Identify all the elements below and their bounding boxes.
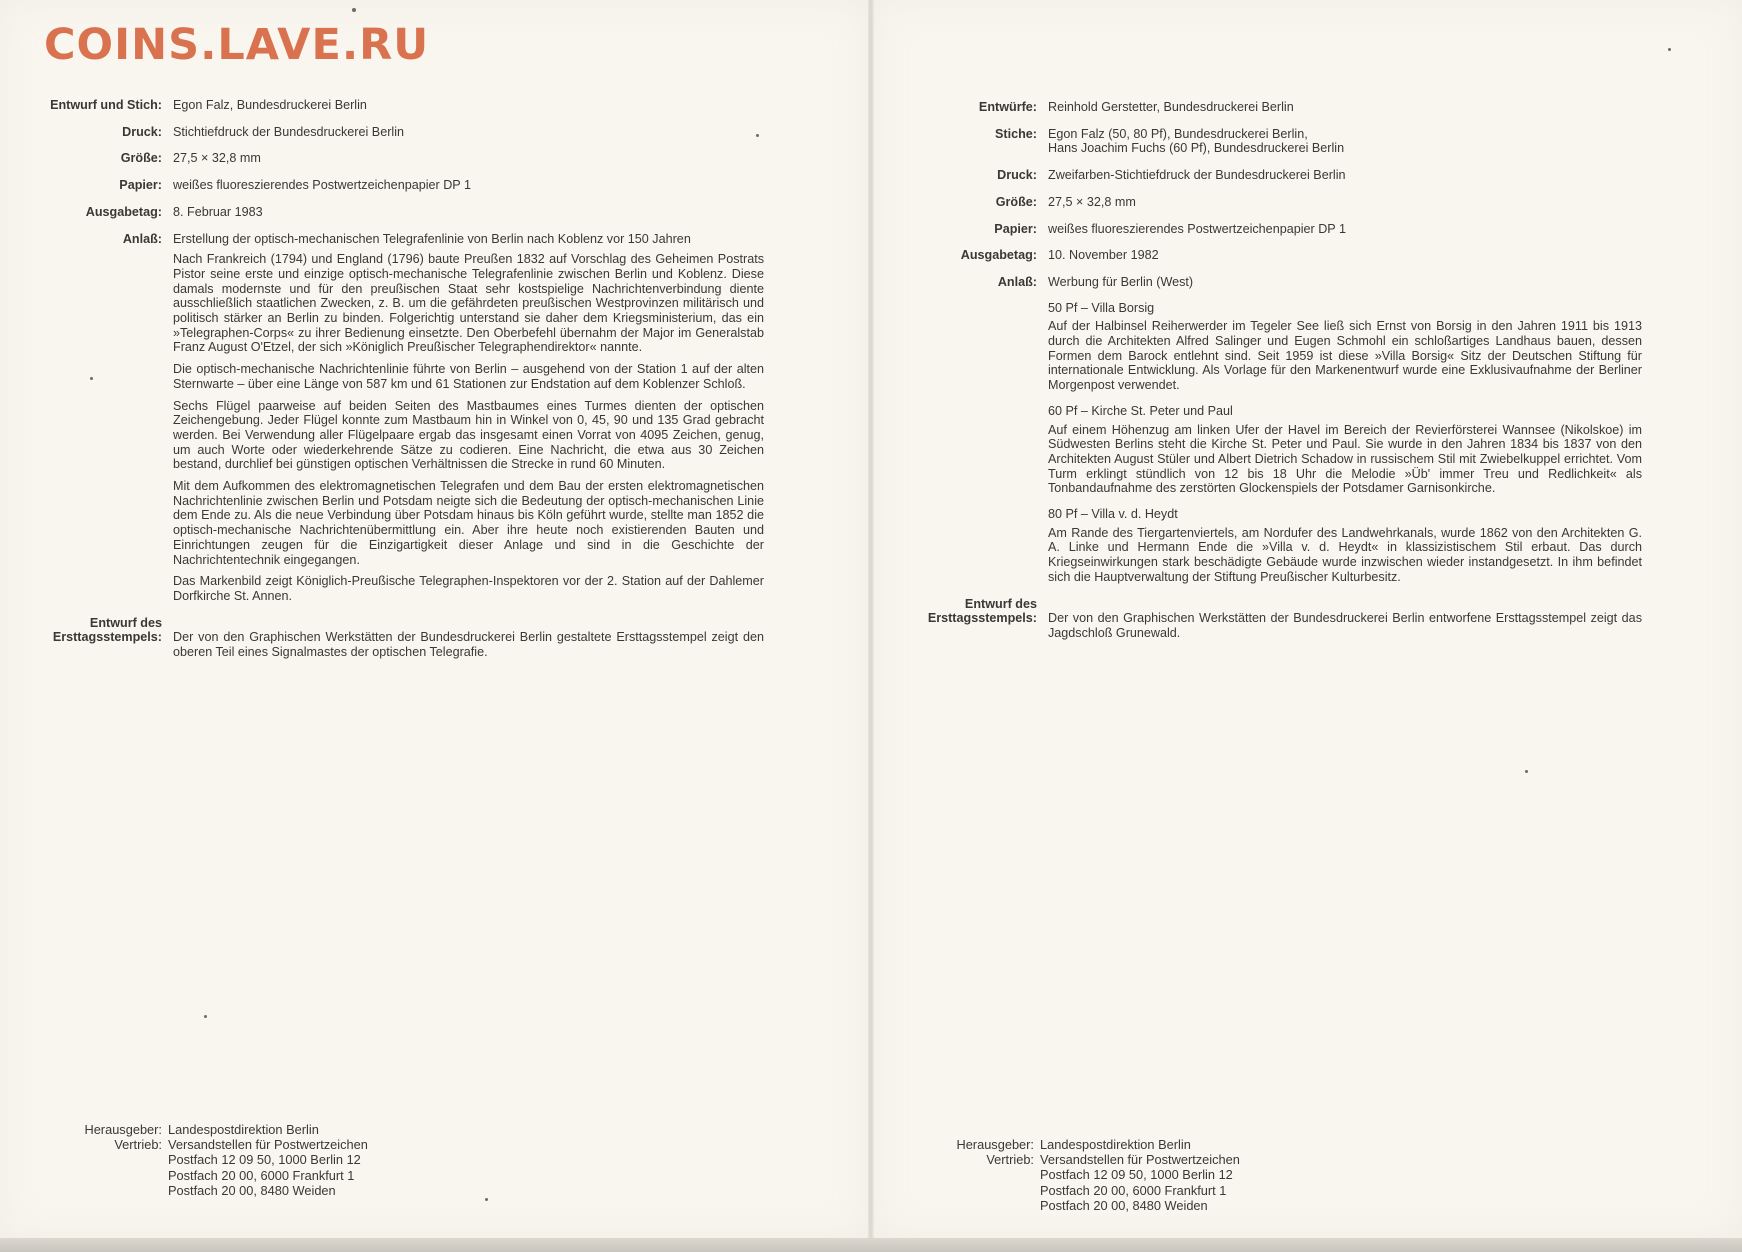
stamp-text: Auf einem Höhenzug am linken Ufer der Havel im Bereich der Revierförsterei Wannsee (Nikolskoe) im Südwesten Berlins steht die Kirche St. Peter und Paul. Sie wurde in den Jahren 1834 bis 1837 von den Architekten August Stüler und Albert Dietrich Schadow in russischem Stil mit Zwiebelkuppel errichtet. Vom Turm erklingt stündlich von 12 bis 18 Uhr die Melodie »Üb' immer Treu und Redlichkeit« als Tonbandaufnahme des zerstörten Glockenspiels der Potsdamer Garnisonkirche. — [1048, 422, 1642, 496]
anlass-label: Anlaß: — [122, 231, 162, 246]
stiche-row — [912, 127, 1642, 168]
herausgeber-label: Herausgeber: — [956, 1137, 1034, 1152]
stamp-heading: 60 Pf – Kirche St. Peter und Paul — [1048, 403, 1233, 418]
scan-speck — [1668, 48, 1671, 51]
herausgeber-value: Landespostdirektion Berlin — [168, 1122, 319, 1137]
anlass-label: Anlaß: — [997, 274, 1037, 289]
vertrieb-value — [1040, 1152, 1240, 1213]
row-value: 10. November 1982 — [1048, 248, 1159, 263]
row-label: Größe: — [995, 194, 1037, 209]
stempel-label-line: Entwurf des — [964, 596, 1037, 611]
stempel-value — [1048, 597, 1642, 653]
address-line: Versandstellen für Postwertzeichen — [1040, 1152, 1240, 1168]
stempel-label-line: Entwurf des — [89, 615, 162, 630]
stempel-label — [912, 597, 1048, 653]
scan-speck — [485, 1198, 488, 1201]
anlass-paragraph: Nach Frankreich (1794) und England (1796) baute Preußen 1832 auf Vorschlag des Geheimen Postrats Pistor seine erste und einzige optisch-mechanische Telegrafenlinie zwischen Berlin und Koblenz. Diese damals modernste und für den preußischen Staat sehr kostspielige Nachrichtenverbindung diente ausschließlich staatlichen Zwecken, z. B. um die gefährdeten preußischen Westprovinzen militärisch und politisch stärker an Berlin zu binden. Folgerichtig unterstand sie daher dem Kriegsministerium, das ein »Telegraphen-Corps« zu ihrer Bedienung einsetzte. Den Oberbefehl übernahm der Major im Generalstab Franz August O'Etzel, der sich »Königlich Preußischer Telegraphendirektor« nannte. — [173, 252, 764, 355]
right-info-table — [912, 100, 1642, 653]
stempel-row — [912, 597, 1642, 653]
row-label: Entwurf und Stich: — [50, 98, 162, 112]
stamp-text: Auf der Halbinsel Reiherwerder im Tegeler See ließ sich Ernst von Borsig in den Jahren 1911 bis 1913 durch die Architekten Alfred Salinger und Eugen Schmohl ein schloßartiges Landhaus bauen, dessen Formen dem Barock entlehnt sind. Seit 1959 ist diese »Villa Borsig« Sitz der Deutschen Stiftung für internationale Entwicklung. Als Vorlage für den Markenentwurf wurde eine Exklusivaufnahme der Berliner Morgenpost verwendet. — [1048, 319, 1642, 393]
row-label: Ausgabetag: — [85, 204, 162, 219]
row-label: Ausgabetag: — [960, 248, 1037, 263]
stempel-text: Der von den Graphischen Werkstätten der Bundesdruckerei Berlin entworfene Ersttagsstempel zeigt das Jagdschloß Grunewald. — [1048, 611, 1642, 640]
row-value: 27,5 × 32,8 mm — [1048, 194, 1136, 209]
info-row — [34, 125, 764, 152]
row-value — [1048, 127, 1642, 168]
anlass-title: Erstellung der optisch-mechanischen Telegrafenlinie von Berlin nach Koblenz vor 150 Jahren — [173, 231, 691, 246]
anlass-paragraph: Sechs Flügel paarweise auf beiden Seiten des Mastbaumes eines Turmes dienten der optischen Zeichengebung. Jeder Flügel konnte zum Mastbaum hin in Winkel von 0, 45, 90 und 135 Grad gebracht werden. Bei Verwendung aller Flügelpaare ergab das insgesamt einen Vorrat von 4095 Zeichen, genug, um auch Worte oder wiederkehrende Sätze zu codieren. Eine Nachricht, die etwa aus 30 Zeichen bestand, durchlief bei günstigen optischen Verhältnissen die Strecke in rund 60 Minuten. — [173, 398, 764, 472]
info-row — [34, 205, 764, 232]
info-row — [912, 248, 1642, 275]
scan-speck — [204, 1015, 207, 1018]
stempel-label — [34, 616, 173, 672]
row-value: weißes fluoreszierendes Postwertzeichenpapier DP 1 — [173, 178, 471, 193]
info-row — [34, 178, 764, 205]
row-label: Stiche: — [995, 126, 1037, 141]
scan-speck — [1525, 770, 1528, 773]
stempel-text: Der von den Graphischen Werkstätten der Bundesdruckerei Berlin gestaltete Ersttagsstempel zeigt den oberen Teil eines Signalmastes der optischen Telegrafie. — [173, 630, 764, 660]
herausgeber-label: Herausgeber: — [84, 1122, 162, 1137]
row-value: Stichtiefdruck der Bundesdruckerei Berlin — [173, 124, 404, 139]
row-label: Druck: — [122, 124, 162, 139]
info-row — [912, 100, 1642, 127]
stiche-line: Hans Joachim Fuchs (60 Pf), Bundesdruckerei Berlin — [1048, 141, 1345, 156]
row-label: Entwürfe: — [978, 100, 1037, 114]
info-row — [912, 222, 1642, 249]
anlass-paragraph: Das Markenbild zeigt Königlich-Preußische Telegraphen-Inspektoren vor der 2. Station auf der Dahlemer Dorfkirche St. Annen. — [173, 574, 764, 603]
anlass-paragraph: Mit dem Aufkommen des elektromagnetischen Telegrafen und dem Bau der ersten elektromagnetischen Nachrichtenlinie zwischen Berlin und Potsdam neigte sich die Bedeutung der optisch-mechanischen Linie dem Ende zu. Als die neue Verbindung über Potsdam hinaus bis Köln geführt wurde, stellte man 1852 die optisch-mechanische Nachrichtenübermittlung ein. Aber ihre heute noch existierenden Bauten und Einrichtungen zeugen für die Einzigartigkeit dieser Anlage und sind in die Geschichte der Nachrichtentechnik eingegangen. — [173, 479, 764, 567]
anlass-row — [912, 275, 1642, 597]
row-label: Papier: — [119, 178, 162, 193]
info-row — [34, 98, 764, 125]
stempel-label-line: Ersttagsstempels: — [52, 630, 162, 645]
anlass-title: Werbung für Berlin (West) — [1048, 274, 1194, 289]
stempel-label-line: Ersttagsstempels: — [927, 611, 1037, 626]
herausgeber-value: Landespostdirektion Berlin — [1040, 1137, 1191, 1152]
stiche-line: Egon Falz (50, 80 Pf), Bundesdruckerei Berlin, — [1048, 126, 1308, 141]
anlass-row — [34, 232, 764, 616]
info-row — [34, 151, 764, 178]
scan-speck — [352, 8, 356, 12]
address-line: Postfach 12 09 50, 1000 Berlin 12 — [1040, 1167, 1233, 1183]
stempel-value — [173, 616, 764, 672]
row-value: weißes fluoreszierendes Postwertzeichenpapier DP 1 — [1048, 221, 1346, 236]
row-label: Papier: — [994, 221, 1037, 236]
address-line: Postfach 20 00, 6000 Frankfurt 1 — [168, 1167, 355, 1183]
row-value: Reinhold Gerstetter, Bundesdruckerei Berlin — [1048, 100, 1294, 114]
anlass-content — [1048, 275, 1642, 597]
scan-edge — [0, 1238, 1742, 1252]
info-row — [912, 168, 1642, 195]
row-value: Zweifarben-Stichtiefdruck der Bundesdruckerei Berlin — [1048, 168, 1346, 183]
info-row — [912, 195, 1642, 222]
stempel-row — [34, 616, 764, 672]
stamp-heading: 50 Pf – Villa Borsig — [1048, 300, 1155, 315]
left-footer — [62, 1122, 368, 1198]
address-line: Postfach 20 00, 8480 Weiden — [168, 1182, 336, 1198]
anlass-content — [173, 232, 764, 616]
right-footer — [940, 1137, 1240, 1213]
stamp-text: Am Rande des Tiergartenviertels, am Nordufer des Landwehrkanals, wurde 1862 von den Architekten G. A. Linke und Hermann Ende die »Villa v. d. Heydt« in klassizistischem Stil erbaut. Das durch Kriegseinwirkungen stark beschädigte Gebäude wurde inzwischen wieder instandgesetzt. In ihm befindet sich die Hauptverwaltung der Stiftung Preußischer Kulturbesitz. — [1048, 525, 1642, 584]
vertrieb-value — [168, 1137, 368, 1198]
address-line: Postfach 20 00, 6000 Frankfurt 1 — [1040, 1182, 1227, 1198]
anlass-paragraph: Die optisch-mechanische Nachrichtenlinie führte von Berlin – ausgehend von der Station 1 auf der alten Sternwarte – über eine Länge von 587 km und 61 Stationen zur Endstation auf dem Koblenzer Schloß. — [173, 362, 764, 391]
row-value: Egon Falz, Bundesdruckerei Berlin — [173, 98, 367, 112]
vertrieb-label: Vertrieb: — [114, 1137, 162, 1153]
vertrieb-label: Vertrieb: — [986, 1152, 1034, 1168]
stamp-heading: 80 Pf – Villa v. d. Heydt — [1048, 507, 1178, 522]
row-value: 27,5 × 32,8 mm — [173, 151, 261, 166]
left-info-table — [34, 98, 764, 672]
address-line: Postfach 20 00, 8480 Weiden — [1040, 1197, 1208, 1213]
watermark-logo: COINS.LAVE.RU — [44, 20, 430, 70]
row-label: Druck: — [997, 168, 1037, 183]
address-line: Versandstellen für Postwertzeichen — [168, 1137, 368, 1153]
row-label: Größe: — [120, 151, 162, 166]
address-line: Postfach 12 09 50, 1000 Berlin 12 — [168, 1152, 361, 1168]
row-value: 8. Februar 1983 — [173, 204, 263, 219]
